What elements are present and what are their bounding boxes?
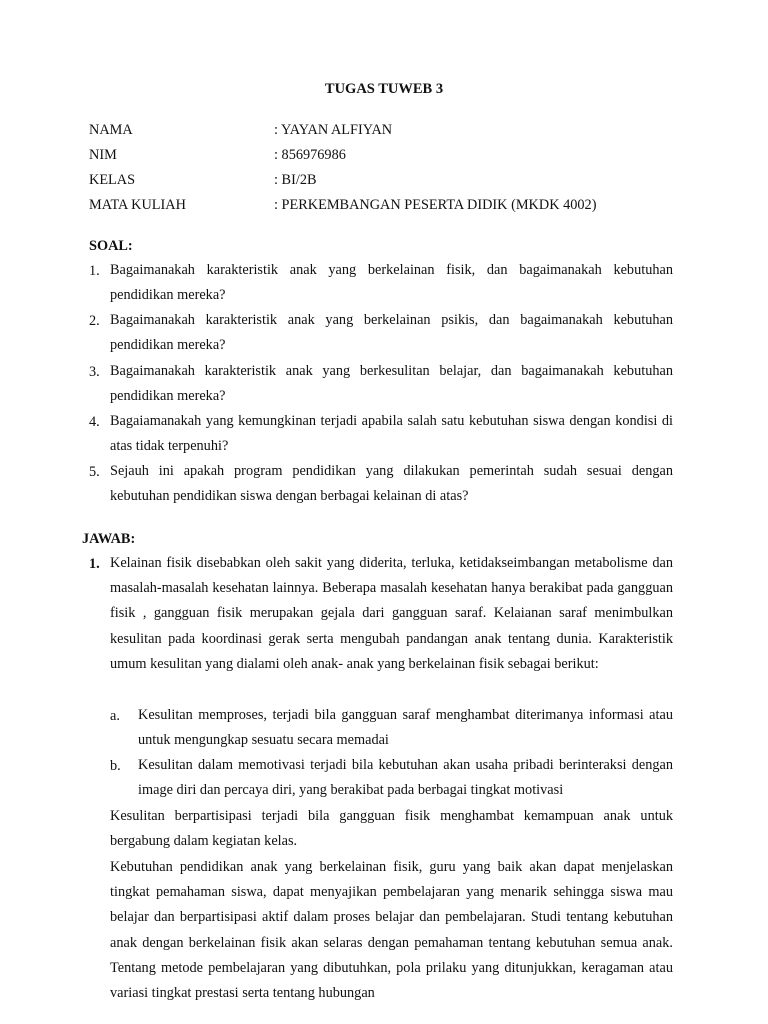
soal-text: Bagaimanakah karakteristik anak yang berkelainan psikis, dan bagaimanakah kebutuhan pendidikan mereka? xyxy=(110,312,673,354)
soal-number: 5. xyxy=(89,464,100,480)
soal-item xyxy=(110,258,673,308)
soal-text: Bagaimanakah karakteristik anak yang berkelainan fisik, dan bagaimanakah kebutuhan pendidikan mereka? xyxy=(110,262,673,304)
sub-item-text: Kesulitan dalam memotivasi terjadi bila kebutuhan akan usaha pribadi berinteraksi dengan image diri dan percaya diri, yang berakibat pada berbagai tingkat motivasi xyxy=(138,757,673,799)
info-value: : 856976986 xyxy=(274,147,346,163)
soal-item xyxy=(110,459,673,509)
jawab-heading: JAWAB: xyxy=(82,531,136,547)
soal-item xyxy=(110,409,673,459)
info-label: KELAS xyxy=(89,172,136,188)
info-row-nama xyxy=(89,122,689,142)
info-value: : BI/2B xyxy=(274,172,317,188)
sub-item-text: Kesulitan memproses, terjadi bila gangguan saraf menghambat diterimanya informasi atau untuk mengungkap sesuatu secara memadai xyxy=(138,707,673,749)
info-label: NAMA xyxy=(89,122,133,138)
sub-item-label: b. xyxy=(110,758,121,774)
info-row-nim xyxy=(89,147,689,167)
sub-item xyxy=(138,703,673,753)
info-value: : YAYAN ALFIYAN xyxy=(274,122,393,138)
info-label: MATA KULIAH xyxy=(89,197,186,213)
soal-text: Bagaiamanakah yang kemungkinan terjadi apabila salah satu kebutuhan siswa dengan kondisi di atas tidak terpenuhi? xyxy=(110,413,673,455)
soal-heading: SOAL: xyxy=(89,238,133,254)
soal-text: Bagaimanakah karakteristik anak yang berkesulitan belajar, dan bagaimanakah kebutuhan pendidikan mereka? xyxy=(110,363,673,405)
info-label: NIM xyxy=(89,147,117,163)
soal-item xyxy=(110,308,673,358)
soal-number: 3. xyxy=(89,364,100,380)
document-title: TUGAS TUWEB 3 xyxy=(324,81,444,97)
sub-item-label: a. xyxy=(110,708,120,724)
soal-number: 2. xyxy=(89,313,100,329)
jawab-intro-text: Kelainan fisik disebabkan oleh sakit yang diderita, terluka, ketidakseimbangan metabolisme dan masalah-masalah kesehatan lainnya. Beberapa masalah kesehatan hanya berakibat pada gangguan fisik , gangguan fisik merupakan gejala dari gangguan saraf. Kelaianan saraf menimbulkan kesulitan pada koordinasi gerak serta mengubah pandangan anak tentang dunia. Karakteristik umum kesulitan yang dialami oleh anak- anak yang berkelainan fisik sebagai berikut: xyxy=(110,555,673,672)
info-row-mata-kuliah xyxy=(89,197,689,217)
jawab-number: 1. xyxy=(89,556,100,572)
soal-item xyxy=(110,359,673,409)
paragraph-text: Kesulitan berpartisipasi terjadi bila gangguan fisik menghambat kemampuan anak untuk bergabung dalam kegiatan kelas. xyxy=(110,808,673,850)
paragraph-text: Kebutuhan pendidikan anak yang berkelainan fisik, guru yang baik akan dapat menjelaskan tingkat pemahaman siswa, dapat menyajikan pembelajaran yang menarik sehingga siswa mau belajar dan berpartisipasi aktif dalam proses belajar dan pembelajaran. Studi tentang kebutuhan anak dengan berkelainan fisik akan selaras dengan pemahaman tentang kebutuhan semua anak. Tentang metode pembelajaran yang dibutuhkan, pola prilaku yang ditunjukkan, keragaman atau variasi tingkat prestasi serta tentang hubungan xyxy=(110,859,673,1002)
soal-text: Sejauh ini apakah program pendidikan yang dilakukan pemerintah sudah sesuai dengan kebutuhan pendidikan siswa dengan berbagai kelainan di atas? xyxy=(110,463,673,505)
paragraph-kebutuhan xyxy=(110,855,673,1006)
soal-number: 4. xyxy=(89,414,100,430)
sub-item xyxy=(138,753,673,803)
info-value: : PERKEMBANGAN PESERTA DIDIK (MKDK 4002) xyxy=(274,197,597,213)
paragraph-partisipasi xyxy=(110,804,673,854)
soal-number: 1. xyxy=(89,263,100,279)
jawab-intro-paragraph xyxy=(110,551,673,677)
info-row-kelas xyxy=(89,172,689,192)
